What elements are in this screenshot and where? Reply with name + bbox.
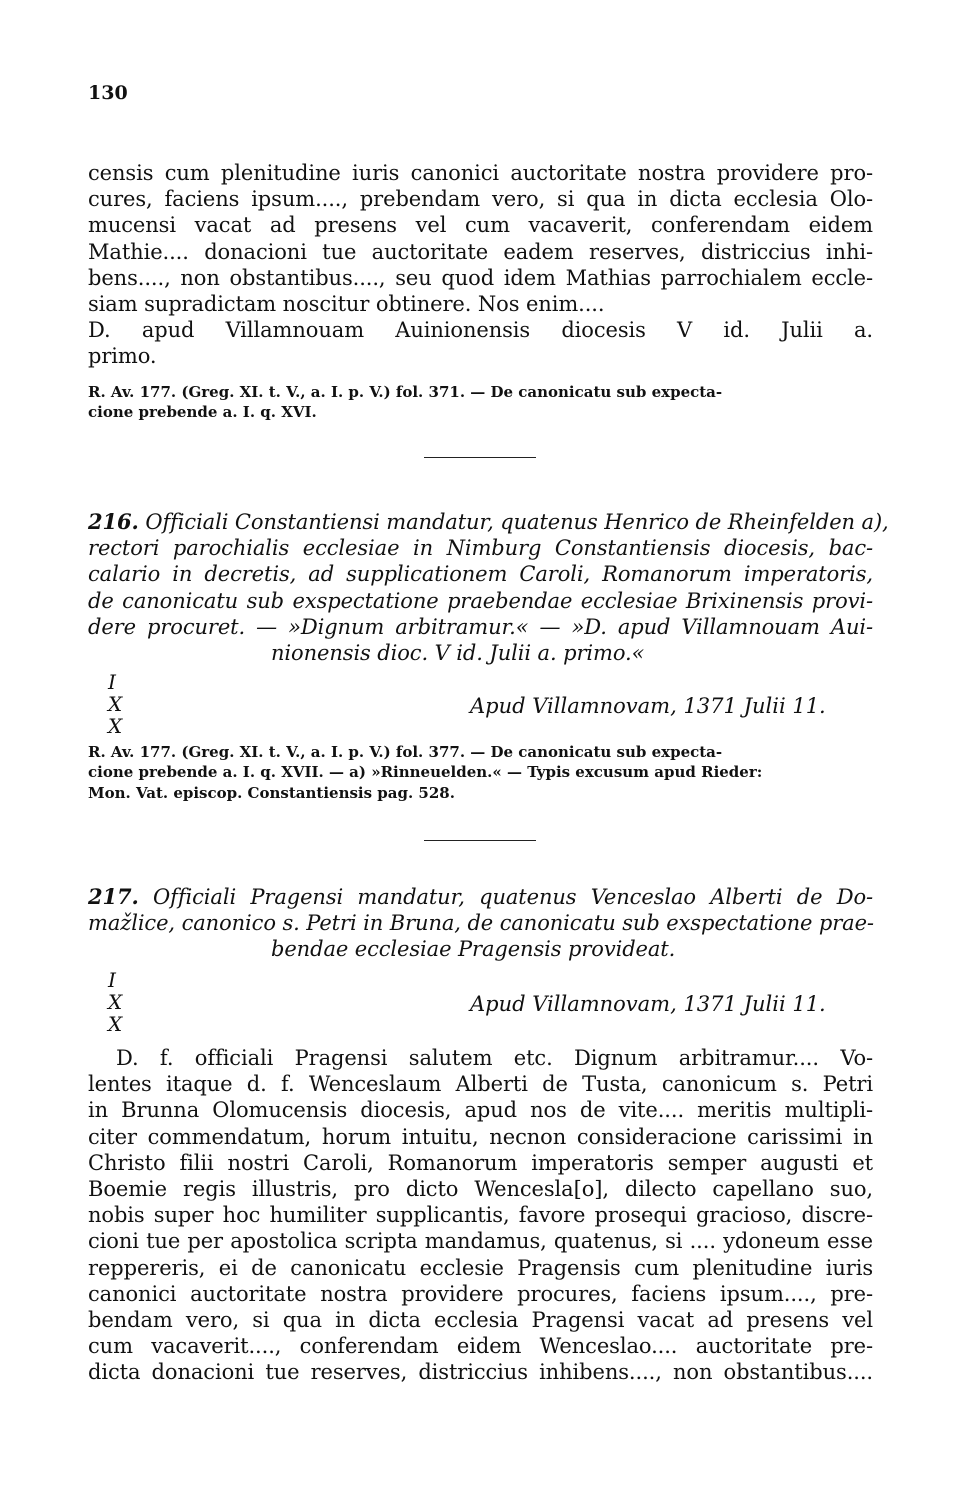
text-line: nionensis dioc. V id. Julii a. primo.« — [271, 641, 645, 666]
text-line: bendae ecclesiae Pragensis provideat. — [271, 937, 676, 962]
roman-mark: I — [108, 670, 116, 694]
entry-number: 216. — [88, 509, 139, 534]
text-line: censis cum plenitudine iuris canonici auctoritate nostra providere pro- — [88, 161, 873, 185]
dateline: Apud Villamnovam, 1371 Julii 11. — [470, 694, 826, 718]
text-line: lentes itaque d. f. Wenceslaum Alberti de Tusta, canonicum s. Petri — [88, 1072, 873, 1097]
text-line — [88, 884, 873, 910]
dateline: Apud Villamnovam, 1371 Julii 11. — [470, 992, 826, 1016]
text-line: reppereris, ei de canonicatu ecclesie Pragensis cum plenitudine iuris — [88, 1255, 873, 1280]
text-line — [88, 509, 889, 535]
roman-mark: X — [108, 692, 123, 716]
summary-line: Officiali Pragensi mandatur, quatenus Venceslao Alberti de Do- — [153, 885, 873, 909]
entry-number: 217. — [88, 884, 139, 909]
footnote-line: cione prebende a. I. q. XVII. — a) »Rinneuelden.« — Typis excusum apud Rieder: — [88, 763, 763, 782]
entry-217-body — [88, 1045, 873, 1386]
roman-mark: I — [108, 968, 116, 992]
text-line: calario in decretis, ad supplicationem Caroli, Romanorum imperatoris, — [88, 562, 873, 587]
text-line: cures, faciens ipsum...., prebendam vero, si qua in dicta ecclesia Olo- — [88, 187, 873, 212]
roman-marks — [108, 671, 122, 737]
entry-217-summary — [88, 884, 873, 963]
separator-rule — [424, 457, 536, 458]
roman-mark: X — [108, 990, 123, 1014]
text-line: cioni tue per apostolica scripta mandamus, quatenus, si .... ydoneum esse — [88, 1229, 873, 1254]
text-line: rectori parochialis ecclesiae in Nimburg Constantiensis diocesis, bac- — [88, 536, 873, 561]
footnote-216 — [88, 742, 873, 803]
text-line: in Brunna Olomucensis diocesis, apud nos de vite.... meritis multipli- — [88, 1098, 873, 1123]
text-line: siam supradictam noscitur obtinere. Nos enim.... — [88, 292, 605, 317]
entry-216-summary — [88, 509, 889, 666]
footnote-line: R. Av. 177. (Greg. XI. t. V., a. I. p. V.) fol. 377. — De canonicatu sub expecta- — [88, 743, 723, 761]
text-line: D. apud Villamnouam Auinionensis diocesis V id. Julii a. — [88, 318, 873, 343]
summary-line: Officiali Constantiensi mandatur, quatenus Henrico de Rheinfelden a), — [145, 510, 889, 534]
roman-marks — [108, 969, 122, 1035]
text-line: mažlice, canonico s. Petri in Bruna, de canonicatu sub exspectatione prae- — [88, 911, 874, 936]
footnote-line: Mon. Vat. episcop. Constantiensis pag. 528. — [88, 783, 455, 802]
para-continuation — [88, 160, 873, 370]
roman-mark: X — [108, 714, 123, 738]
text-line: D. f. officiali Pragensi salutem etc. Dignum arbitramur.... Vo- — [116, 1046, 873, 1070]
page-number: 130 — [88, 82, 128, 104]
text-line: citer commendatum, horum intuitu, necnon consideracione carissimi in — [88, 1124, 873, 1149]
text-line: bens...., non obstantibus...., seu quod idem Mathias parrochialem eccle- — [88, 265, 873, 290]
text-line: cum vacaverit...., conferendam eidem Wenceslao.... auctoritate pre- — [88, 1334, 873, 1359]
text-line: bendam vero, si qua in dicta ecclesia Pragensi vacat ad presens vel — [88, 1308, 873, 1333]
text-line: canonici auctoritate nostra providere procures, faciens ipsum...., pre- — [88, 1281, 873, 1306]
text-line: dicta donacioni tue reserves, districcius inhibens...., non obstantibus.... — [88, 1360, 873, 1385]
footnote-line: R. Av. 177. (Greg. XI. t. V., a. I. p. V.) fol. 371. — De canonicatu sub expecta- — [88, 383, 723, 401]
text-line: mucensi vacat ad presens vel cum vacaverit, conferendam eidem — [88, 213, 873, 238]
footnote-1 — [88, 382, 873, 423]
footnote-line: cione prebende a. I. q. XVI. — [88, 403, 317, 422]
text-line: Christo filii nostri Caroli, Romanorum imperatoris semper augusti et — [88, 1150, 873, 1175]
separator-rule — [424, 840, 536, 841]
text-line: nobis super hoc humiliter supplicantis, favore prosequi gracioso, discre- — [88, 1203, 873, 1228]
text-line: Boemie regis illustris, pro dicto Wencesla[o], dilecto capellano suo, — [88, 1177, 873, 1202]
roman-mark: X — [108, 1012, 123, 1036]
text-line: primo. — [88, 344, 157, 369]
text-line: de canonicatu sub exspectatione praebendae ecclesiae Brixinensis provi- — [88, 588, 873, 613]
text-line: dere procuret. — »Dignum arbitramur.« — »D. apud Villamnouam Aui- — [88, 614, 873, 639]
text-line: Mathie.... donacioni tue auctoritate eadem reserves, districcius inhi- — [88, 239, 873, 264]
